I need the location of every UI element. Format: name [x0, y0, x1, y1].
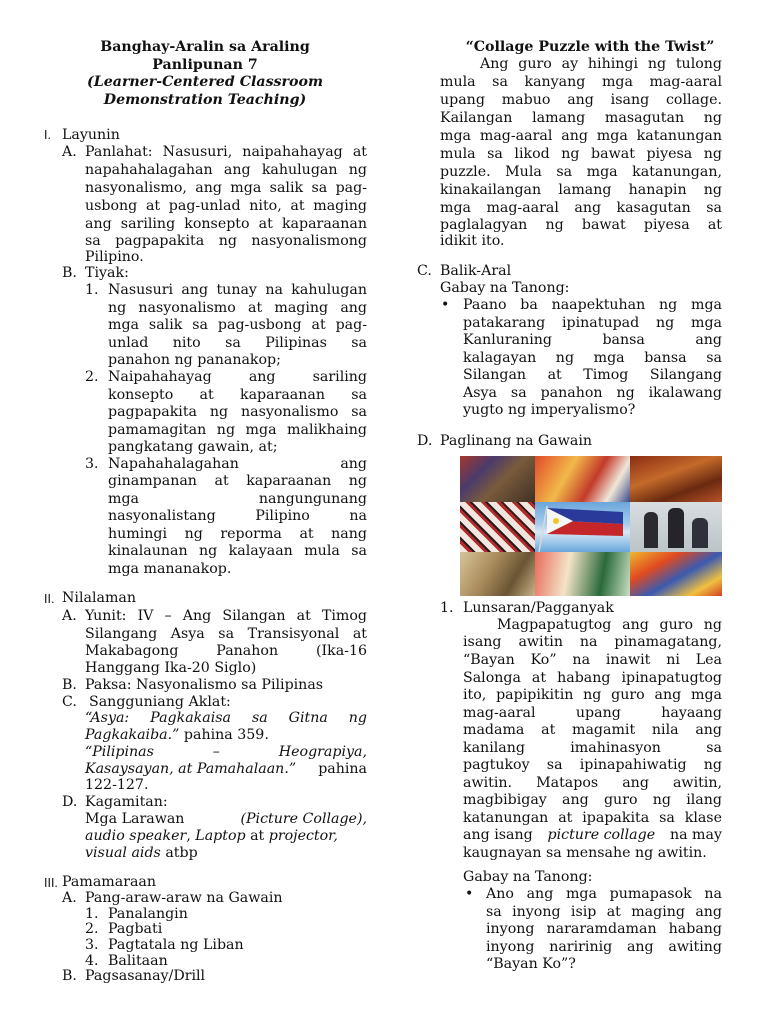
collage-tile-portraits-red	[460, 502, 535, 552]
paragraph-line: awitin. Matapos ang awitin,	[463, 775, 722, 791]
question-line: kalagayan ng mga bansa sa	[463, 350, 722, 366]
list-item-line: mga salik sa pag-usbong at pag-	[108, 317, 367, 333]
list-marker: B.	[62, 677, 77, 693]
question-line: Paano ba naapektuhan ng mga	[463, 297, 722, 313]
paragraph-line: usbong at pag-unlad nito, at maging	[85, 198, 367, 214]
list-item-line: ginampanan at kaparaanan ng	[108, 473, 367, 489]
materials-text: projector,	[268, 828, 338, 844]
list-item-line: Naipahahayag ang sariling	[108, 369, 367, 385]
list-item-line: konsepto at kaparaanan sa	[108, 387, 367, 403]
question-line: sa inyong isip at maging ang	[486, 904, 722, 920]
collage-tile-flag-sepia	[460, 456, 535, 502]
paragraph-line: madama at magamit nila ang	[463, 722, 722, 738]
paragraph-text: na may	[669, 827, 722, 843]
subheading-sangguniang-aklat: Sangguniang Aklat:	[89, 694, 231, 710]
list-marker: A.	[62, 890, 77, 906]
reference-title: Pagkakaiba.”	[85, 727, 180, 743]
list-item-line: pagpapakita ng nasyonalismo sa	[108, 404, 367, 420]
doc-subtitle-line1: (Learner-Centered Classroom	[87, 74, 323, 90]
collage-tile-three-men	[630, 502, 722, 552]
question-line: inyong nararamdaman habang	[486, 921, 722, 937]
reference-page: pahina 359.	[179, 727, 269, 743]
list-item-line: Napahahalagahan ang	[108, 456, 367, 472]
list-number: 3.	[85, 937, 99, 953]
paragraph-line: Pilipino.	[85, 249, 144, 265]
reference-line: “Pilipinas – Heograpiya,	[85, 744, 367, 760]
section-heading-nilalaman: Nilalaman	[62, 590, 136, 606]
paragraph-line: idikit ito.	[440, 233, 505, 249]
list-item-line: unlad nito sa Pilipinas sa	[108, 335, 367, 351]
paragraph-line: Kailangan lamang masagutan ng	[440, 110, 722, 126]
paragraph-line: Ang guro ay hihingi ng tulong	[480, 56, 722, 72]
list-item-line: humingi ng reporma at nang	[108, 526, 367, 542]
bullet-icon: •	[441, 297, 450, 313]
subheading-gawain: Pang-araw-araw na Gawain	[85, 890, 283, 906]
guide-label: Gabay na Tanong:	[463, 869, 593, 885]
guide-label: Gabay na Tanong:	[440, 280, 570, 296]
paragraph-line: Salonga at habang ipinapatugtog	[463, 670, 722, 686]
paragraph-line: nasyonalismo, ang mga salik sa pag-	[85, 180, 367, 196]
list-item: Panalangin	[108, 906, 188, 922]
activity-title: “Collage Puzzle with the Twist”	[465, 39, 715, 55]
paragraph-line: Magpapatugtog ang guro ng	[497, 617, 722, 633]
reference-title: Kasaysayan, at Pamahalaan.”	[85, 761, 297, 777]
materials-text: atbp	[160, 845, 198, 861]
collage-tile-philippine-flag	[535, 502, 630, 552]
subheading-kagamitan: Kagamitan:	[85, 794, 168, 810]
reference-line: 122-127.	[85, 777, 149, 793]
reference-page: pahina	[318, 761, 367, 777]
collage-tile-rizal-portrait	[460, 552, 535, 596]
list-item-line: pangkatang gawain, at;	[108, 439, 278, 455]
subheading-balik-aral: Balik-Aral	[440, 263, 512, 279]
paragraph-line: puzzle. Mula sa mga katanungan,	[440, 164, 722, 180]
list-item-line: mga nangungunang	[108, 491, 367, 507]
question-line: Kanluraning bansa ang	[463, 332, 722, 348]
subheading-paglinang: Paglinang na Gawain	[440, 433, 593, 449]
list-item: Balitaan	[108, 953, 168, 969]
list-number: 1.	[85, 906, 99, 922]
paragraph-line: mga mag-aaral ang mga katanungan	[440, 128, 722, 144]
paragraph-line: mula sa kanyang mga mag-aaral	[440, 74, 722, 90]
paragraph-line: ang sariling konsepto at kaparaanan	[85, 216, 367, 232]
materials-line	[85, 844, 198, 862]
materials-text: visual aids	[85, 845, 161, 861]
paragraph-line: Silangang Asya sa Transisyonal at	[85, 626, 367, 642]
collage-tile-flag-painting	[630, 552, 722, 596]
section-numeral: II.	[44, 592, 55, 606]
list-number: 2.	[85, 369, 99, 385]
list-marker: B.	[62, 265, 77, 281]
paragraph-line: katanungan at ipapakita sa klase	[463, 810, 722, 826]
paragraph-text: picture collage	[547, 827, 656, 843]
paragraph-line: mga mag-aaral ang kasagutan sa	[440, 200, 722, 216]
paragraph-line: paglalagyan ng bawat piyesa at	[440, 217, 722, 233]
paragraph-line	[463, 826, 722, 844]
philippine-flag-icon	[535, 502, 630, 552]
materials-text: Mga Larawan	[85, 811, 185, 827]
paragraph-line: “Bayan Ko” na inawit ni Lea	[463, 652, 722, 668]
paragraph-line: ito, papipikitin ng guro ang mga	[463, 687, 722, 703]
subheading-lunsaran: Lunsaran/Pagganyak	[463, 600, 614, 616]
section-numeral: III.	[44, 876, 58, 890]
materials-line	[85, 810, 367, 828]
paragraph-line: pagtukoy sa ipinapahiwatig ng	[463, 757, 722, 773]
doc-subtitle-line2: Demonstration Teaching)	[103, 92, 307, 108]
materials-text: at	[245, 828, 269, 844]
question-line: yugto ng imperyalismo?	[463, 402, 636, 418]
list-number: 3.	[85, 456, 99, 472]
section-heading-layunin: Layunin	[62, 127, 120, 143]
collage-tile-mural	[630, 456, 722, 502]
list-number: 1.	[440, 600, 454, 616]
paragraph-line: kinakailangan lamang hanapin ng	[440, 182, 722, 198]
question-line: “Bayan Ko”?	[486, 956, 576, 972]
list-number: 4.	[85, 953, 99, 969]
reference-line: “Asya: Pagkakaisa sa Gitna ng	[85, 710, 367, 726]
list-item-line: ng nasyonalismo at maging ang	[108, 300, 367, 316]
picture-collage	[460, 456, 722, 596]
paragraph-line: magbibigay ang guro ng ilang	[463, 792, 722, 808]
collage-tile-bonifacio	[535, 552, 630, 596]
list-marker: D.	[62, 794, 78, 810]
subheading-tiyak: Tiyak:	[85, 265, 129, 281]
materials-text: audio speaker	[85, 828, 187, 844]
list-item-line: Nasusuri ang tunay na kahulugan	[108, 282, 367, 298]
paragraph-line: mula sa likod ng bawat piyesa ng	[440, 146, 722, 162]
paragraph-line: mag-aaral upang hayaang	[463, 705, 722, 721]
doc-title-line2: Panlipunan 7	[152, 57, 258, 73]
list-number: 2.	[85, 921, 99, 937]
bullet-icon: •	[465, 886, 474, 902]
collage-tile-painting	[535, 456, 630, 502]
question-line: patakarang ipinatupad ng mga	[463, 315, 722, 331]
list-item-line: mga mananakop.	[108, 561, 232, 577]
list-item-line: kinalaunan ng kalayaan mula sa	[108, 543, 367, 559]
paragraph-line: upang mabuo ang isang collage.	[440, 92, 722, 108]
list-number: 1.	[85, 282, 99, 298]
paragraph-line: Yunit: IV – Ang Silangan at Timog	[85, 608, 367, 624]
question-line: Ano ang mga pumapasok na	[486, 886, 722, 902]
doc-title-line1: Banghay-Aralin sa Araling	[100, 39, 310, 55]
paragraph-line: kanilang imahinasyon sa	[463, 740, 722, 756]
list-marker: A.	[62, 608, 77, 624]
section-numeral: I.	[44, 128, 51, 142]
list-item: Pagtatala ng Liban	[108, 937, 244, 953]
list-marker: C.	[62, 694, 77, 710]
paksa-text: Paksa: Nasyonalismo sa Pilipinas	[85, 677, 324, 693]
subheading-drill: Pagsasanay/Drill	[85, 968, 206, 984]
materials-line	[85, 827, 367, 845]
list-marker: C.	[417, 263, 432, 279]
paragraph-line: Makabagong Panahon (Ika-16	[85, 643, 367, 659]
list-item-line: pamamagitan ng mga malikhaing	[108, 422, 367, 438]
list-marker: B.	[62, 968, 77, 984]
paragraph-line: Hanggang Ika-20 Siglo)	[85, 660, 257, 676]
materials-text: Laptop	[195, 828, 246, 844]
paragraph-line: Panlahat: Nasusuri, naipahahayag at	[85, 144, 367, 160]
materials-text: (Picture Collage),	[240, 811, 367, 827]
list-item: Pagbati	[108, 921, 163, 937]
question-line: Silangan at Timog Silangang	[463, 367, 722, 383]
materials-text: ,	[186, 828, 196, 844]
list-item-line: panahon ng pananakop;	[108, 352, 281, 368]
list-item-line: nasyonalistang Pilipino na	[108, 508, 367, 524]
section-heading-pamamaraan: Pamamaraan	[62, 874, 157, 890]
paragraph-text: ang isang	[463, 827, 533, 843]
paragraph-line: sa pagpapakita ng nasyonalismong	[85, 233, 367, 249]
paragraph-line: isang awitin na pinamagatang,	[463, 634, 722, 650]
question-line: Asya sa panahon ng ikalawang	[463, 385, 722, 401]
paragraph-line: kaugnayan sa mensahe ng awitin.	[463, 845, 707, 861]
reference-line	[85, 726, 269, 744]
list-marker: D.	[417, 433, 433, 449]
question-line: inyong naririnig ang awiting	[486, 939, 722, 955]
paragraph-line: napahahalagahan ang kahulugan ng	[85, 162, 367, 178]
list-marker: A.	[62, 144, 77, 160]
